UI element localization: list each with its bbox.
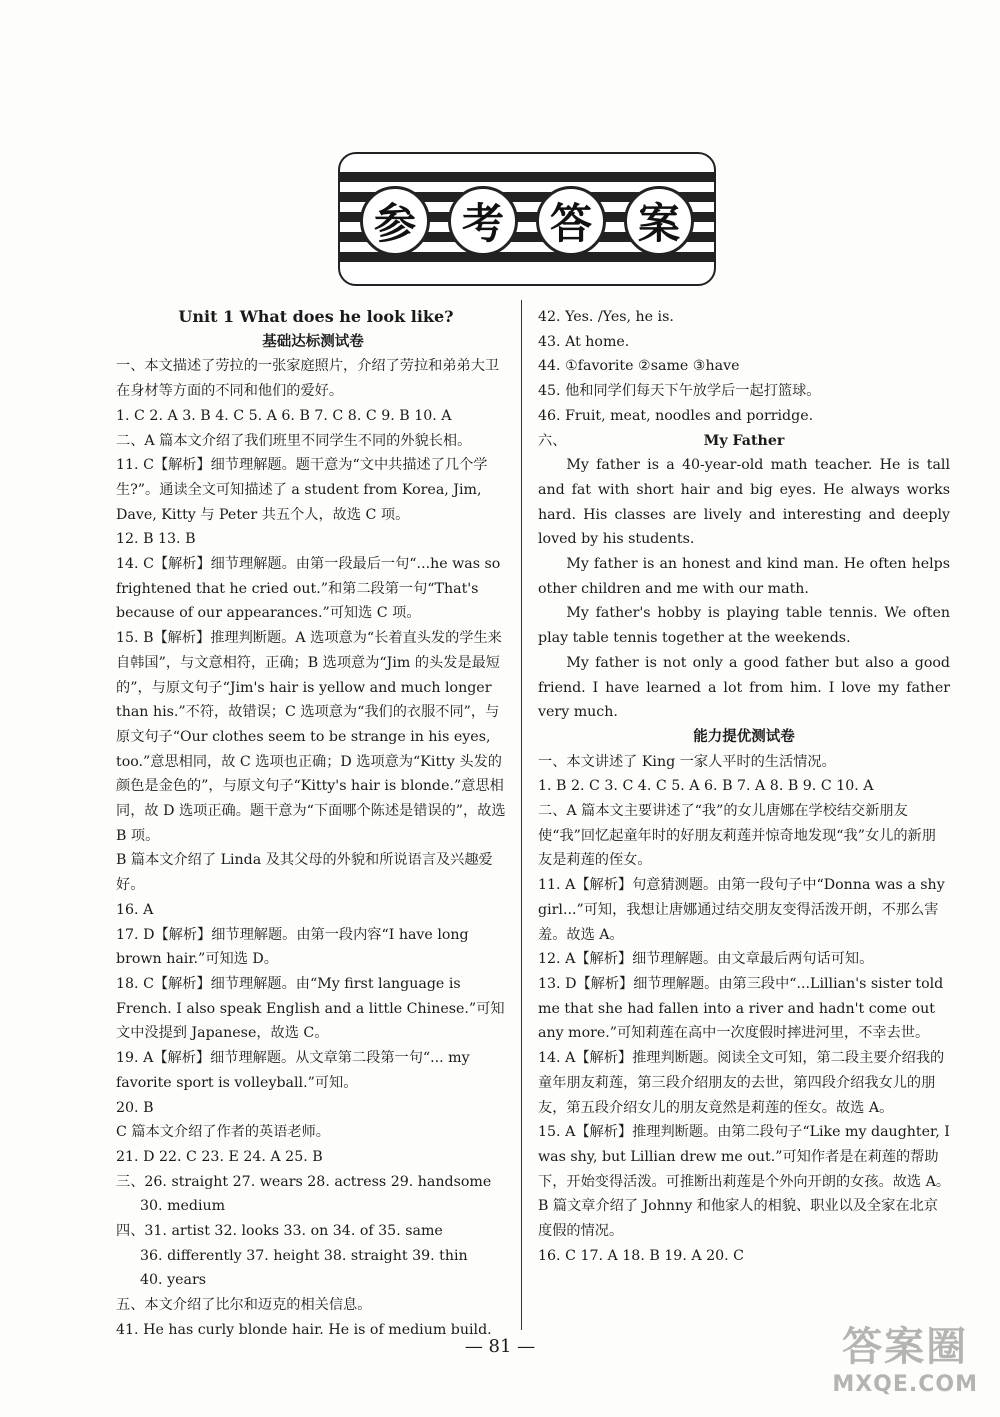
answer-line: 四、31. artist 32. looks 33. on 34. of 35. same [116,1223,443,1240]
answer-line: 二、A 篇本文主要讲述了“我”的女儿唐娜在学校结交新朋友使“我”回忆起童年时的好朋友莉莲并惊奇地发现“我”女儿的新朋友是莉莲的侄女。 [538,803,936,869]
essay-number: 六、 [538,432,567,449]
answer-line: 一、本文讲述了 King 一家人平时的生活情况。 [538,753,836,770]
watermark-url: MXQE.COM [832,1372,978,1397]
answer-line: 42. Yes. /Yes, he is. [538,309,674,325]
right-column [538,305,950,1268]
essay-title: My Father [703,432,785,449]
answer-line: 16. A [116,901,154,918]
answer-line: 43. At home. [538,333,630,350]
answer-line: 46. Fruit, meat, noodles and porridge. [538,407,814,424]
answer-line: 44. ①favorite ②same ③have [538,358,740,375]
page-number: — 81 — [464,1336,536,1357]
answer-line: 21. D 22. C 23. E 24. A 25. B [116,1148,323,1165]
answer-line: 18. C【解析】细节理解题。由“My first language is French. I also speak English and a little Chinese.”可知文中没提到 Japanese，故选 C。 [116,975,505,1042]
essay-heading [538,429,950,454]
answer-line: 三、26. straight 27. wears 28. actress 29. handsome [116,1173,492,1190]
answer-line: 20. B [116,1099,154,1116]
answer-line: 19. A【解析】细节理解题。从文章第二段第一句“... my favorite sport is volleyball.”可知。 [116,1050,470,1091]
banner-chars [340,186,714,256]
banner-char: 参 [360,186,430,256]
banner-char: 答 [536,186,606,256]
column-divider [521,300,522,1330]
section-title: 基础达标测试卷 [262,333,364,350]
answer-line: 40. years [140,1272,207,1289]
answer-line: 二、A 篇本文介绍了我们班里不同学生不同的外貌长相。 [116,432,472,449]
essay-paragraph: My father is not only a good father but also a good friend. I have learned a lot from him. I love my father very much. [538,654,950,721]
banner-char: 考 [448,186,518,256]
watermark-text: 答案圈 [842,1324,969,1370]
unit-title: Unit 1 What does he look like? [178,307,454,326]
answer-line: 1. B 2. C 3. C 4. C 5. A 6. B 7. A 8. B 9. C 10. A [538,778,874,795]
answer-line: 17. D【解析】细节理解题。由第一段内容“I have long brown hair.”可知选 D。 [116,926,469,968]
watermark-logo [832,1315,978,1397]
answer-line: 14. A【解析】推理判断题。阅读全文可知，第二段主要介绍我的童年朋友莉莲，第三段介绍朋友的去世，第四段介绍我女儿的朋友，第五段介绍女儿的朋友竟然是莉莲的侄女。故选 A。 [538,1050,945,1116]
answer-line: 14. C【解析】细节理解题。由第一段最后一句“...he was so frightened that he cried out.”和第二段第一句“That's because of our appearances.”可知选 C 项。 [116,556,501,622]
answer-line: B 篇文章介绍了 Johnny 和他家人的相貌、职业以及全家在北京度假的情况。 [538,1198,938,1240]
left-column [116,305,510,1343]
banner-stripe [340,172,714,182]
answer-line: 11. C【解析】细节理解题。题干意为“文中共描述了几个学生?”。通读全文可知描述了 a student from Korea, Jim, Dave, Kitty 与 Peter 共五个人，故选 C 项。 [116,457,488,523]
answer-banner [338,152,716,286]
answer-line: 30. medium [140,1198,226,1215]
answer-line: 36. differently 37. height 38. straight 39. thin [140,1247,468,1264]
answer-line: 五、本文介绍了比尔和迈克的相关信息。 [116,1297,372,1314]
answer-line: 41. He has curly blonde hair. He is of medium build. [116,1321,492,1338]
answer-line: 15. A【解析】推理判断题。由第二段句子“Like my daughter, I was shy, but Lillian drew me out.”可知作者是在莉莲的帮助下，开始变得活泼。可推断出莉莲是个外向开朗的女孩。故选 A。 [538,1124,951,1190]
essay-paragraph: My father is a 40-year-old math teacher. He is tall and fat with short hair and big eyes. He always works hard. His classes are lively and interesting and deeply loved by his students. [538,457,950,548]
answer-line: C 篇本文介绍了作者的英语老师。 [116,1124,330,1141]
banner-char: 案 [624,186,694,256]
essay-paragraph: My father's hobby is playing table tennis. We often play table tennis together at the weekends. [538,605,950,647]
answer-line: 12. A【解析】细节理解题。由文章最后两句话可知。 [538,951,874,968]
section-title: 能力提优测试卷 [693,728,795,745]
answer-line: B 篇本文介绍了 Linda 及其父母的外貌和所说语言及兴趣爱好。 [116,852,493,894]
answer-line: 1. C 2. A 3. B 4. C 5. A 6. B 7. C 8. C 9. B 10. A [116,407,452,424]
answer-line: 13. D【解析】细节理解题。由第三段中“...Lillian's sister told me that she had fallen into a river and hadn't come out any more.”可知莉莲在高中一次度假时摔进河里，不幸去世。 [538,975,944,1042]
answer-line: 45. 他和同学们每天下午放学后一起打篮球。 [538,383,821,400]
answer-line: 15. B【解析】推理判断题。A 选项意为“长着直头发的学生来自韩国”，与文意相符，正确；B 选项意为“Jim 的头发是最短的”，与原文句子“Jim's hair is yellow and much longer than his.”不符，故错误；C 选项意为“我们的衣服不同”，与原文句子“Our clothes seem to be strange in his eyes, too.”意思相同，故 C 选项也正确；D 选项意为“Kitty 头发的颜色是金色的”，与原文句子“Kitty's hair is blonde.”意思相同，故 D 选项正确。题干意为“下面哪个陈述是错误的”，故选 B 项。 [116,630,506,844]
answer-line: 12. B 13. B [116,531,196,548]
answer-line: 一、本文描述了劳拉的一张家庭照片，介绍了劳拉和弟弟大卫在身材等方面的不同和他们的爱好。 [116,358,500,400]
essay-paragraph: My father is an honest and kind man. He often helps other children and me with our math. [538,556,950,597]
answer-line: 16. C 17. A 18. B 19. A 20. C [538,1247,745,1264]
answer-line: 11. A【解析】句意猜测题。由第一段句子中“Donna was a shy girl...”可知，我想让唐娜通过结交朋友变得活泼开朗，不那么害羞。故选 A。 [538,877,945,943]
